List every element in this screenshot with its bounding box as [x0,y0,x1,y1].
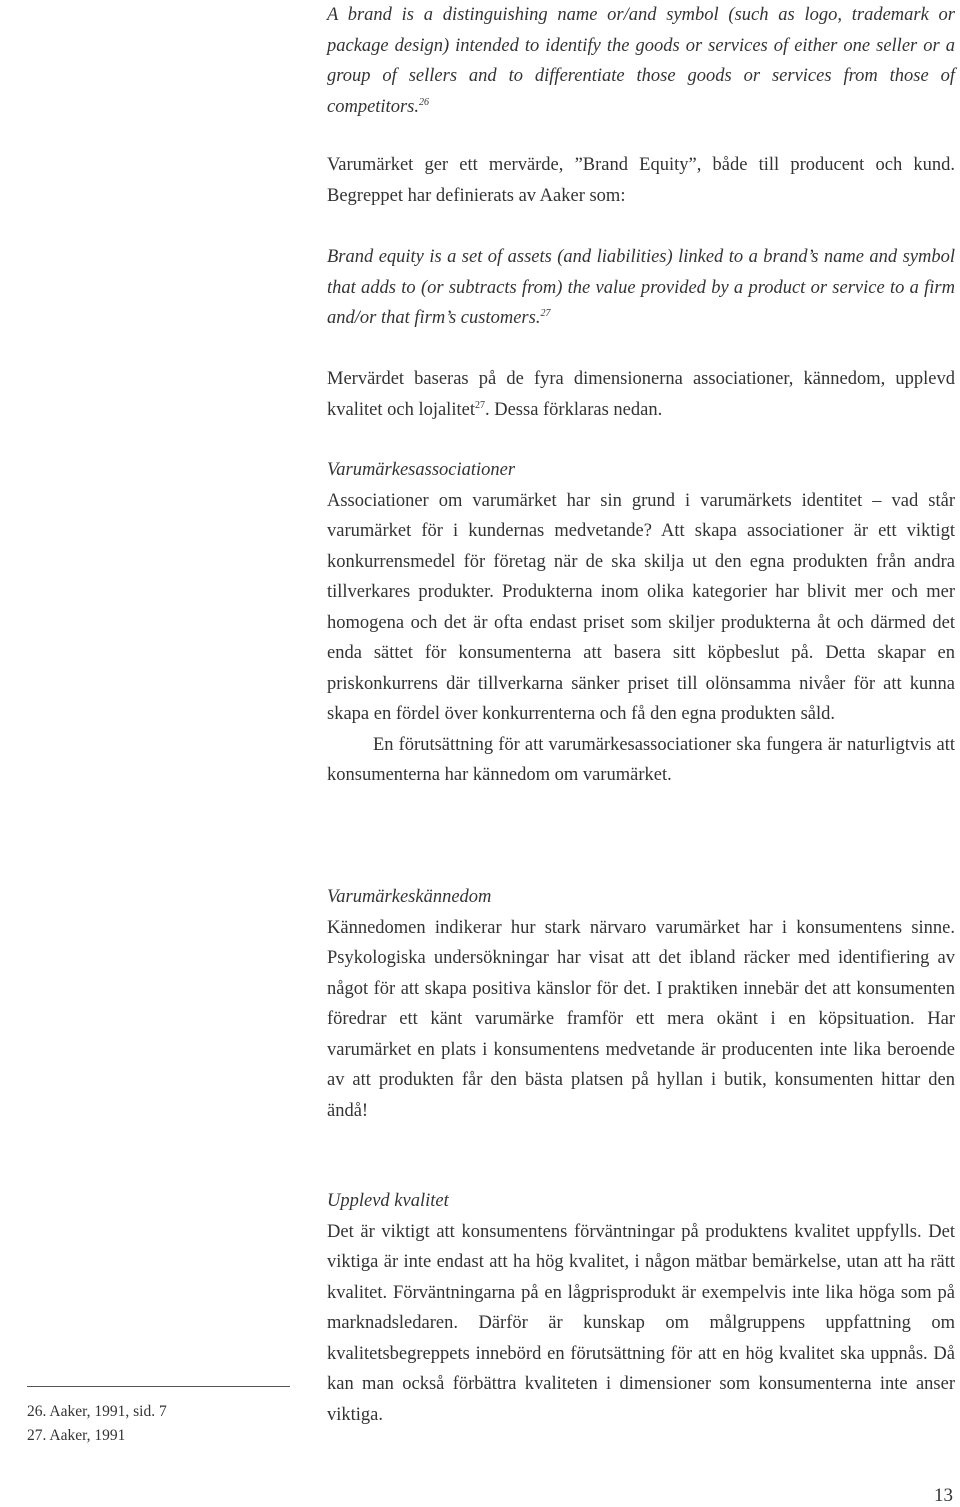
section-heading: Upplevd kvalitet [327,1191,449,1211]
section-perceived-quality [327,1186,955,1430]
footnote: 27. Aaker, 1991 [27,1427,126,1444]
footnote-ref: 27 [540,307,551,319]
footnote-divider [27,1386,290,1387]
paragraph-text: Mervärdet baseras på de fyra dimensionerna associationer, kännedom, upplevd kvalitet och lojalitet [327,369,955,420]
quote-text: Brand equity is a set of assets (and liabilities) linked to a brand’s name and symbol that adds to (or subtracts from) the value provided by a product or service to a firm and/or that firm’s customers. [327,247,955,328]
section-heading: Varumärkeskännedom [327,887,492,907]
section-awareness [327,882,955,1126]
main-column [327,0,955,1506]
paragraph-text-end: . Dessa förklaras nedan. [484,399,663,420]
paragraph-text: Varumärket ger ett mervärde, ”Brand Equity”, både till producent och kund. Begreppet har definierats av Aaker som: [327,155,955,206]
footnote: 26. Aaker, 1991, sid. 7 [27,1403,167,1420]
section-associations [327,455,955,791]
section-body: Associationer om varumärket har sin grund i varumärkets identitet – vad står varumärket för i kundernas medvetande? Att skapa associationer är ett viktigt konkurrensmedel för företag när de ska skilja ut den egna produkten från andra tillverkares produkter. Produkterna inom olika kategorier har blivit mer och mer homogena och det är ofta endast priset som skiljer produkterna åt och därmed det enda sättet för konsumenterna att basera sitt köpbeslut på. Detta skapar en priskonkurrens där tillverkarna sänker priset till olönsamma nivåer för att kunna skapa en fördel över konkurrenterna och få den egna produkten såld. [327,490,955,724]
quote-text: A brand is a distinguishing name or/and symbol (such as logo, trademark or package design) intended to identify the goods or services of either one seller or a group of sellers and to differentiate those goods or services from those of competitors. [327,5,955,117]
section-heading: Varumärkesassociationer [327,460,516,480]
section-body: Det är viktigt att konsumentens förväntningar på produktens kvalitet uppfylls. Det viktiga är inte endast att ha hög kvalitet, i någon mätbar bemärkelse, utan att ha rätt kvalitet. Förväntningarna på en lågprisprodukt är exempelvis inte lika höga som på marknadsledaren. Därför är kunskap om målgruppens uppfattning om kvalitetsbegreppets innebörd en förutsättning för att en hög kvalitet ska uppnås. Då kan man också förbättra kvaliteten i dimensioner som konsumenterna inte anser viktiga. [327,1221,955,1425]
page-number: 13 [934,1485,953,1506]
section-body-continued: En förutsättning för att varumärkesassociationer ska fungera är naturligtvis att konsumenterna har kännedom om varumärket. [327,734,955,785]
footnotes [27,1400,167,1448]
section-body: Kännedomen indikerar hur stark närvaro varumärket har i konsumentens sinne. Psykologiska undersökningar har visat att det ibland räcker med identifiering av något för att skapa positiva känslor för det. I praktiken innebär det att konsumenten föredrar ett känt varumärke framför ett mera okänt i en köpsituation. Har varumärket en plats i konsumentens medvetande är producenten inte lika beroende av att produkten får den bästa platsen på hyllan i butik, konsumenten hittar den ändå! [327,917,955,1121]
footnote-ref: 27 [474,399,485,411]
footnote-ref: 26 [418,96,429,108]
